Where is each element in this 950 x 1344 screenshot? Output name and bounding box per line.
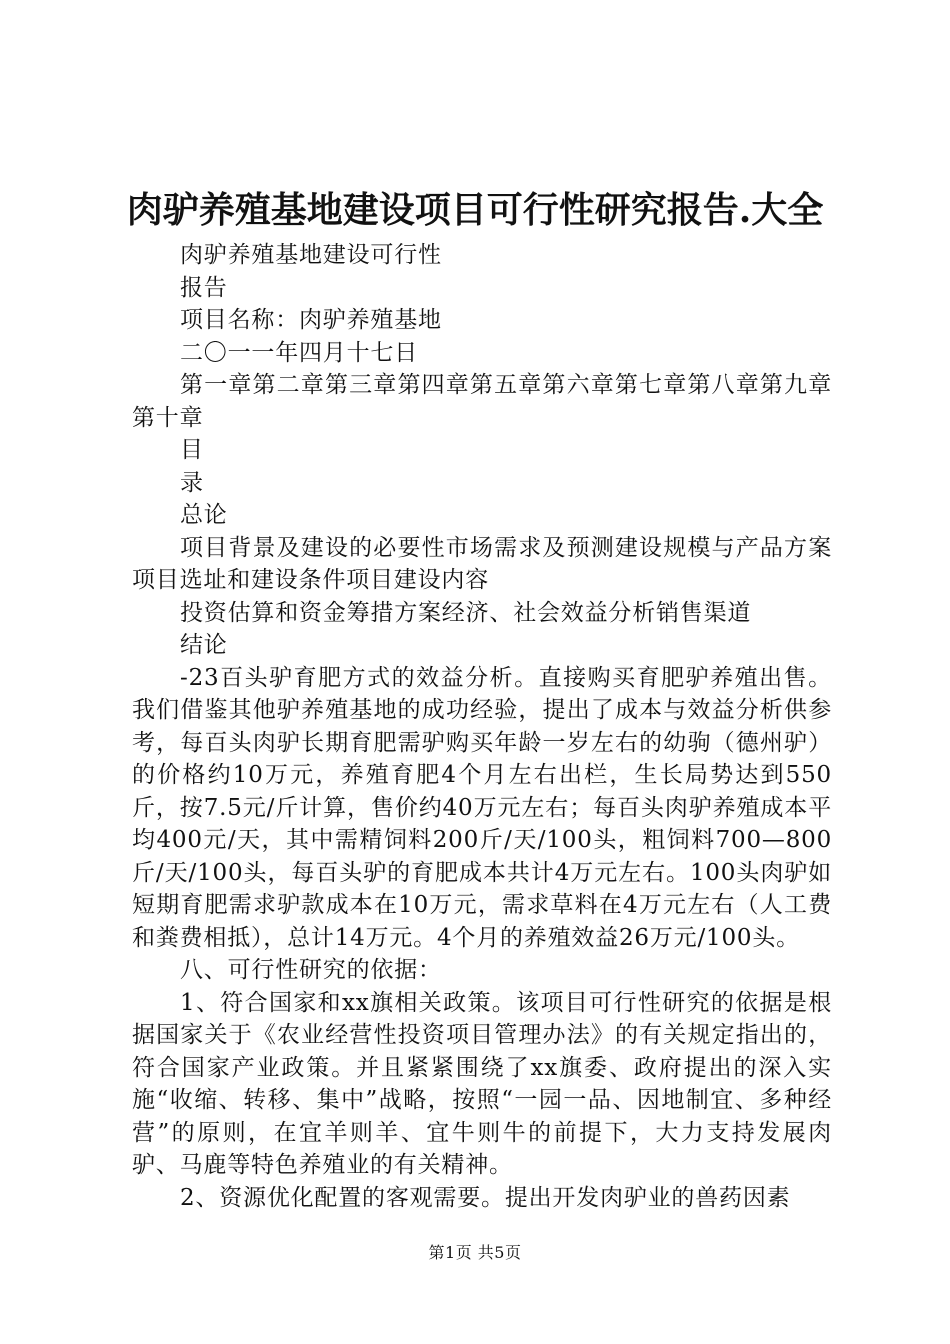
paragraph: 第一章第二章第三章第四章第五章第六章第七章第八章第九章第十章	[132, 372, 832, 431]
paragraph: 二〇一一年四月十七日	[180, 339, 418, 366]
paragraph: 投资估算和资金筹措方案经济、社会效益分析销售渠道	[180, 599, 752, 626]
paragraph: 2、资源优化配置的客观需要。提出开发肉驴业的兽药因素	[180, 1184, 791, 1211]
page-footer: 第1页 共5页	[428, 1243, 522, 1262]
document-body	[132, 239, 832, 1214]
document-title: 肉驴养殖基地建设项目可行性研究报告.大全	[126, 189, 824, 231]
paragraph: 报告	[180, 274, 228, 301]
paragraph: 录	[180, 469, 204, 496]
paragraph: 结论	[180, 632, 228, 658]
paragraph: 项目名称：肉驴养殖基地	[180, 307, 442, 333]
paragraph: 目	[180, 437, 204, 463]
paragraph: 项目背景及建设的必要性市场需求及预测建设规模与产品方案项目选址和建设条件项目建设内容	[132, 534, 832, 593]
paragraph: -23百头驴育肥方式的效益分析。直接购买育肥驴养殖出售。我们借鉴其他驴养殖基地的成功经验，提出了成本与效益分析供参考，每百头肉驴长期育肥需驴购买年龄一岁左右的幼驹（德州驴）的价格约10万元，养殖育肥4个月左右出栏，生长局势达到550斤，按7.5元/斤计算，售价约40万元左右；每百头肉驴养殖成本平均400元/天，其中需精饲料200斤/天/100头，粗饲料700—800斤/天/100头，每百头驴的育肥成本共计4万元左右。100头肉驴如短期育肥需求驴款成本在10万元，需求草料在4万元左右（人工费和粪费相抵），总计14万元。4个月的养殖效益26万元/100头。	[132, 664, 832, 951]
paragraph: 总论	[180, 502, 228, 528]
paragraph: 肉驴养殖基地建设可行性	[180, 242, 442, 268]
paragraph: 1、符合国家和xx旗相关政策。该项目可行性研究的依据是根据国家关于《农业经营性投资项目管理办法》的有关规定指出的，符合国家产业政策。并且紧紧围绕了xx旗委、政府提出的深入实施“收缩、转移、集中”战略，按照“一园一品、因地制宜、多种经营”的原则，在宜羊则羊、宜牛则牛的前提下，大力支持发展肉驴、马鹿等特色养殖业的有关精神。	[132, 989, 832, 1178]
paragraph: 八、可行性研究的依据：	[180, 957, 442, 983]
